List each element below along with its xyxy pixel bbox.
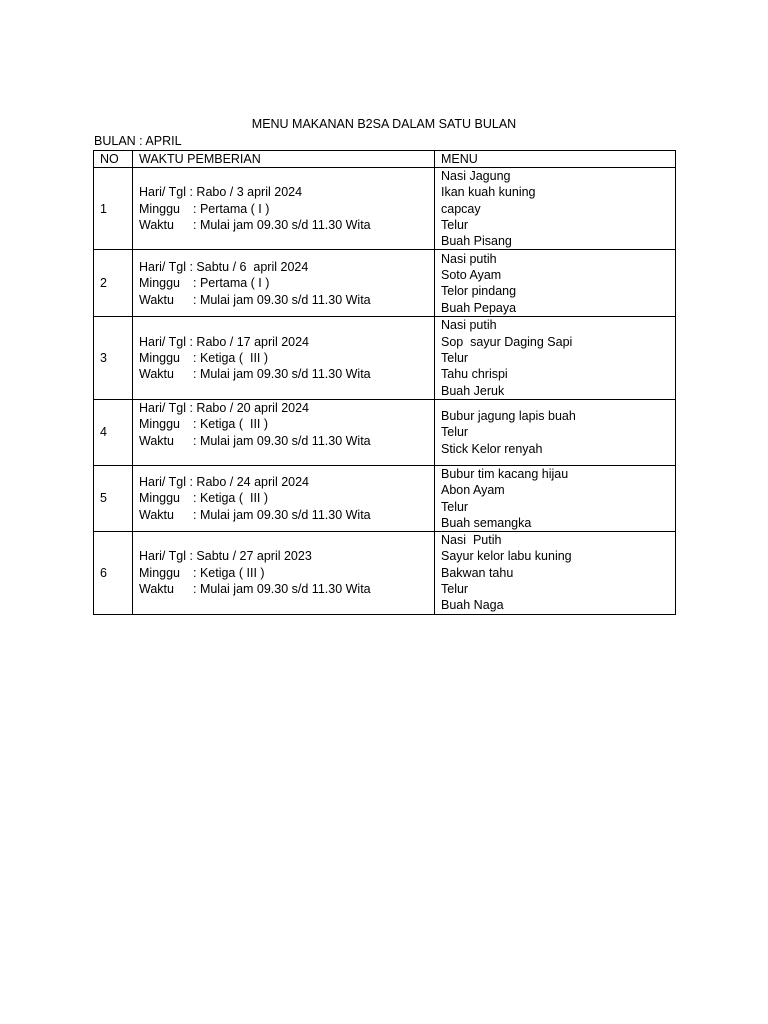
week-line-label: Minggu bbox=[139, 491, 180, 506]
time-line-value: : Mulai jam 09.30 s/d 11.30 Wita bbox=[193, 507, 371, 522]
menu-item: Abon Ayam bbox=[441, 483, 505, 498]
menu-item: Nasi Jagung bbox=[441, 169, 511, 183]
time-line bbox=[139, 581, 428, 597]
row-number: 4 bbox=[94, 399, 133, 465]
date-line bbox=[139, 400, 428, 416]
time-line-label: Waktu bbox=[139, 292, 174, 307]
time-line bbox=[139, 217, 428, 233]
week-line-label: Minggu bbox=[139, 276, 180, 291]
time-line-value: : Mulai jam 09.30 s/d 11.30 Wita bbox=[193, 292, 371, 307]
date-line bbox=[139, 334, 428, 350]
menu-item: Sop sayur Daging Sapi bbox=[441, 334, 573, 349]
menu-item: Buah Pisang bbox=[441, 234, 512, 249]
table-row bbox=[94, 465, 676, 531]
week-line-value: : Ketiga ( III ) bbox=[193, 491, 269, 506]
menu-cell bbox=[435, 168, 676, 250]
date-line bbox=[139, 548, 428, 564]
menu-cell bbox=[435, 317, 676, 399]
week-line bbox=[139, 350, 428, 366]
menu-item: Sayur kelor labu kuning bbox=[441, 549, 572, 564]
week-line bbox=[139, 416, 428, 432]
menu-item: Nasi putih bbox=[441, 251, 497, 266]
schedule-cell bbox=[133, 465, 435, 531]
time-line-label: Waktu bbox=[139, 582, 174, 597]
header-no: NO bbox=[94, 151, 133, 168]
time-line-label: Waktu bbox=[139, 367, 174, 382]
schedule-cell bbox=[133, 532, 435, 614]
time-line-value: : Mulai jam 09.30 s/d 11.30 Wita bbox=[193, 367, 371, 382]
menu-item: Soto Ayam bbox=[441, 268, 502, 283]
time-line-label: Waktu bbox=[139, 433, 174, 448]
menu-item: Tahu chrispi bbox=[441, 367, 508, 382]
table-row bbox=[94, 250, 676, 317]
table-row bbox=[94, 317, 676, 399]
menu-cell bbox=[435, 250, 676, 317]
menu-item: Buah semangka bbox=[441, 515, 532, 530]
month-label: BULAN : APRIL bbox=[94, 134, 182, 148]
menu-item: Nasi Putih bbox=[441, 533, 502, 548]
week-line-value: : Ketiga ( III ) bbox=[193, 351, 269, 366]
time-line bbox=[139, 507, 428, 523]
menu-item: Bakwan tahu bbox=[441, 565, 514, 580]
week-line-label: Minggu bbox=[139, 565, 180, 580]
time-line bbox=[139, 366, 428, 382]
time-line bbox=[139, 292, 428, 308]
date-line-value: Sabtu / 6 april 2024 bbox=[192, 260, 309, 275]
row-number: 1 bbox=[94, 168, 133, 250]
menu-item: Buah Pepaya bbox=[441, 300, 517, 315]
menu-item: Bubur tim kacang hijau bbox=[441, 466, 569, 481]
page-title: MENU MAKANAN B2SA DALAM SATU BULAN bbox=[251, 117, 517, 131]
menu-item: Buah Jeruk bbox=[441, 383, 505, 398]
menu-item: Telur bbox=[441, 425, 469, 440]
date-line-value: Rabo / 24 april 2024 bbox=[192, 475, 310, 490]
schedule-cell bbox=[133, 399, 435, 465]
menu-cell bbox=[435, 399, 676, 465]
menu-item: Telur bbox=[441, 217, 469, 232]
table-header-row bbox=[94, 151, 676, 168]
schedule-cell bbox=[133, 168, 435, 250]
menu-item: Telur bbox=[441, 499, 469, 514]
menu-item: Ikan kuah kuning bbox=[441, 185, 536, 200]
date-line-label: Hari/ Tgl : bbox=[139, 549, 193, 564]
header-time: WAKTU PEMBERIAN bbox=[133, 151, 435, 168]
date-line-label: Hari/ Tgl : bbox=[139, 185, 193, 200]
menu-item: Stick Kelor renyah bbox=[441, 441, 543, 456]
header-menu: MENU bbox=[435, 151, 676, 168]
time-line-value: : Mulai jam 09.30 s/d 11.30 Wita bbox=[193, 582, 371, 597]
week-line-label: Minggu bbox=[139, 351, 180, 366]
date-line-value: Sabtu / 27 april 2023 bbox=[192, 549, 312, 564]
schedule-cell bbox=[133, 250, 435, 317]
week-line bbox=[139, 490, 428, 506]
week-line-label: Minggu bbox=[139, 417, 180, 432]
date-line bbox=[139, 259, 428, 275]
date-line-label: Hari/ Tgl : bbox=[139, 475, 193, 490]
menu-item: Buah Naga bbox=[441, 598, 504, 613]
time-line-label: Waktu bbox=[139, 217, 174, 232]
menu-item: Nasi putih bbox=[441, 318, 497, 333]
row-number: 6 bbox=[94, 532, 133, 614]
menu-cell bbox=[435, 532, 676, 614]
menu-item: capcay bbox=[441, 201, 481, 216]
week-line-value: : Pertama ( I ) bbox=[193, 276, 270, 291]
table-row bbox=[94, 168, 676, 250]
time-line bbox=[139, 433, 428, 449]
week-line-value: : Pertama ( I ) bbox=[193, 201, 270, 216]
schedule-cell bbox=[133, 317, 435, 399]
time-line-value: : Mulai jam 09.30 s/d 11.30 Wita bbox=[193, 217, 371, 232]
week-line-value: : Ketiga ( III ) bbox=[193, 565, 265, 580]
row-number: 3 bbox=[94, 317, 133, 399]
menu-item: Telur bbox=[441, 582, 469, 597]
date-line bbox=[139, 474, 428, 490]
menu-table bbox=[93, 150, 676, 615]
time-line-label: Waktu bbox=[139, 507, 174, 522]
week-line bbox=[139, 201, 428, 217]
date-line-value: Rabo / 17 april 2024 bbox=[192, 334, 310, 349]
menu-cell bbox=[435, 465, 676, 531]
date-line bbox=[139, 184, 428, 200]
menu-item: Bubur jagung lapis buah bbox=[441, 409, 576, 424]
table-body bbox=[94, 168, 676, 615]
date-line-value: Rabo / 3 april 2024 bbox=[192, 185, 303, 200]
row-number: 2 bbox=[94, 250, 133, 317]
table-row bbox=[94, 532, 676, 614]
table-row bbox=[94, 399, 676, 465]
week-line bbox=[139, 275, 428, 291]
time-line-value: : Mulai jam 09.30 s/d 11.30 Wita bbox=[193, 433, 371, 448]
date-line-label: Hari/ Tgl : bbox=[139, 400, 193, 415]
week-line-value: : Ketiga ( III ) bbox=[193, 417, 269, 432]
menu-item: Telor pindang bbox=[441, 284, 517, 299]
date-line-value: Rabo / 20 april 2024 bbox=[192, 400, 310, 415]
date-line-label: Hari/ Tgl : bbox=[139, 334, 193, 349]
date-line-label: Hari/ Tgl : bbox=[139, 260, 193, 275]
row-number: 5 bbox=[94, 465, 133, 531]
menu-item: Telur bbox=[441, 351, 469, 366]
week-line bbox=[139, 565, 428, 581]
week-line-label: Minggu bbox=[139, 201, 180, 216]
